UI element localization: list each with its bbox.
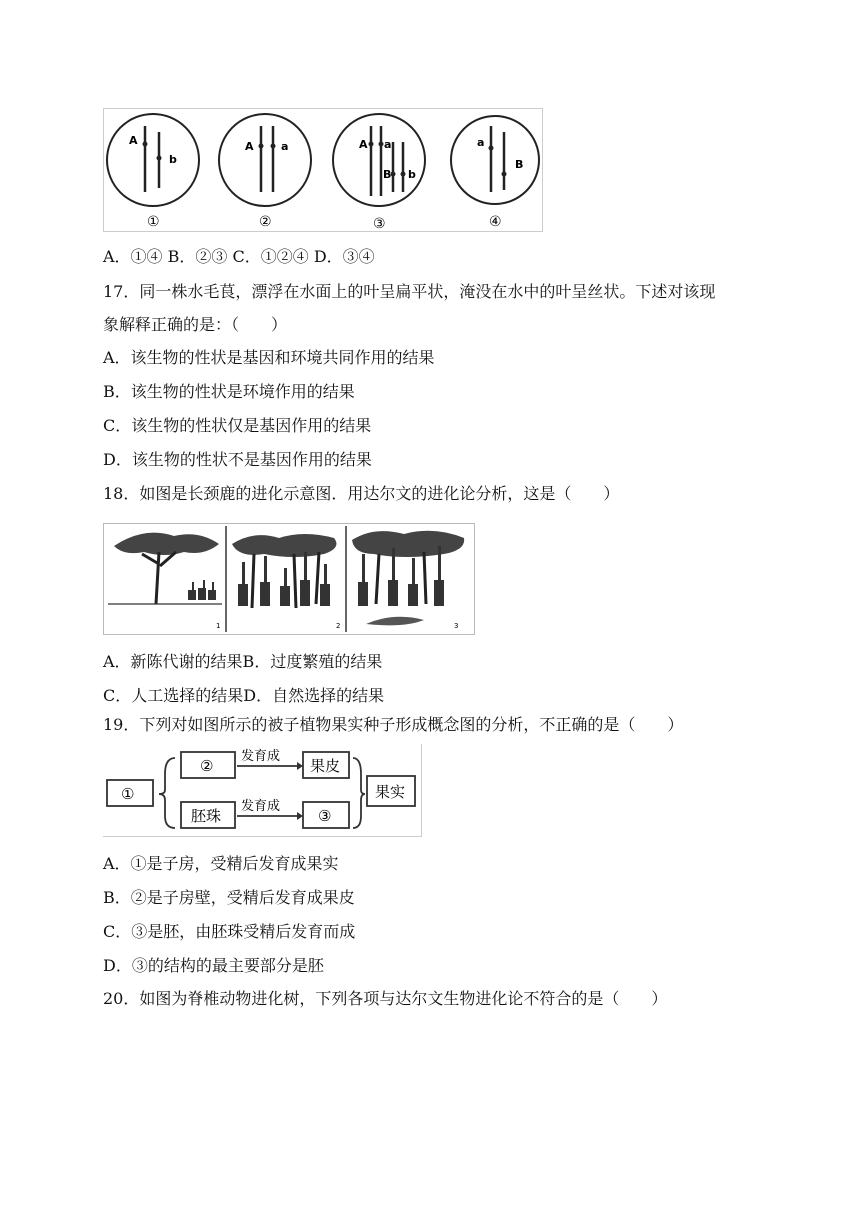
- c3-label-A: A: [359, 138, 368, 151]
- c1-label-A: A: [129, 134, 138, 147]
- q19-option-d: D．③的结构的最主要部分是胚: [103, 956, 324, 975]
- giraffe-svg: [104, 524, 474, 634]
- panel-3-label: 3: [454, 622, 459, 630]
- q18-options-cd: C．人工选择的结果D．自然选择的结果: [103, 686, 385, 705]
- q18-stem: 18．如图是长颈鹿的进化示意图．用达尔文的进化论分析，这是（ ）: [103, 484, 620, 503]
- q17-option-c: C．该生物的性状仅是基因作用的结果: [103, 416, 372, 435]
- q19-stem: 19．下列对如图所示的被子植物果实种子形成概念图的分析，不正确的是（ ）: [103, 715, 684, 734]
- c3-label-b: b: [408, 168, 416, 181]
- giraffe-panel-2: [232, 534, 340, 630]
- giraffe-evolution-figure: [103, 523, 475, 635]
- giraffe-panel-3: [352, 531, 464, 630]
- arrow-label-bottom: 发育成: [241, 799, 281, 814]
- q16-options: A．①④ B．②③ C．①②④ D．③④: [103, 247, 375, 266]
- q19-option-b: B．②是子房壁，受精后发育成果皮: [103, 888, 355, 907]
- cell-2: [219, 114, 311, 230]
- concept-svg: [103, 744, 421, 836]
- c2-label-A: A: [245, 140, 254, 153]
- box-3-text: 果皮: [310, 757, 341, 775]
- c3-label-B: B: [383, 168, 392, 181]
- q17-option-a: A．该生物的性状是基因和环境共同作用的结果: [103, 348, 435, 367]
- c4-label-a: a: [477, 136, 485, 149]
- panel-2-label: 2: [336, 622, 341, 630]
- fruit-seed-concept-diagram: [103, 744, 422, 837]
- q20-stem: 20．如图为脊椎动物进化树，下列各项与达尔文生物进化论不符合的是（ ）: [103, 989, 668, 1008]
- q19-option-c: C．③是胚，由胚珠受精后发育而成: [103, 922, 356, 941]
- q17-stem-line1: 17．同一株水毛茛，漂浮在水面上的叶呈扁平状，淹没在水中的叶呈丝状。下述对该现: [103, 282, 716, 301]
- q19-option-a: A．①是子房，受精后发育成果实: [103, 854, 339, 873]
- panel-1-label: 1: [216, 622, 221, 630]
- q17-option-d: D．该生物的性状不是基因作用的结果: [103, 450, 372, 469]
- cell-1-label: ①: [147, 214, 160, 230]
- q17-option-b: B．该生物的性状是环境作用的结果: [103, 382, 355, 401]
- cell-4-label: ④: [489, 214, 502, 230]
- cell-3: [333, 114, 425, 232]
- box-2-text: ②: [200, 757, 214, 775]
- box-1-text: ①: [121, 785, 135, 803]
- c1-label-b: b: [169, 153, 177, 166]
- cell-3-label: ③: [373, 216, 386, 232]
- box-5-text: ③: [318, 807, 332, 825]
- giraffe-panel-1: [108, 533, 222, 630]
- q17-stem-line2: 象解释正确的是：（ ）: [103, 315, 288, 334]
- c3-label-a: a: [384, 138, 392, 151]
- c2-label-a: a: [281, 140, 289, 153]
- cell-4: [451, 116, 539, 230]
- q18-options-ab: A．新陈代谢的结果B．过度繁殖的结果: [103, 652, 383, 671]
- q16-cell-figure: [103, 108, 543, 232]
- box-6-text: 果实: [375, 783, 406, 801]
- cell-2-label: ②: [259, 214, 272, 230]
- box-4-text: 胚珠: [191, 807, 222, 825]
- cell-1: [107, 114, 199, 230]
- q16-cells-svg: [103, 108, 543, 232]
- c4-label-B: B: [515, 158, 524, 171]
- arrow-label-top: 发育成: [241, 749, 281, 764]
